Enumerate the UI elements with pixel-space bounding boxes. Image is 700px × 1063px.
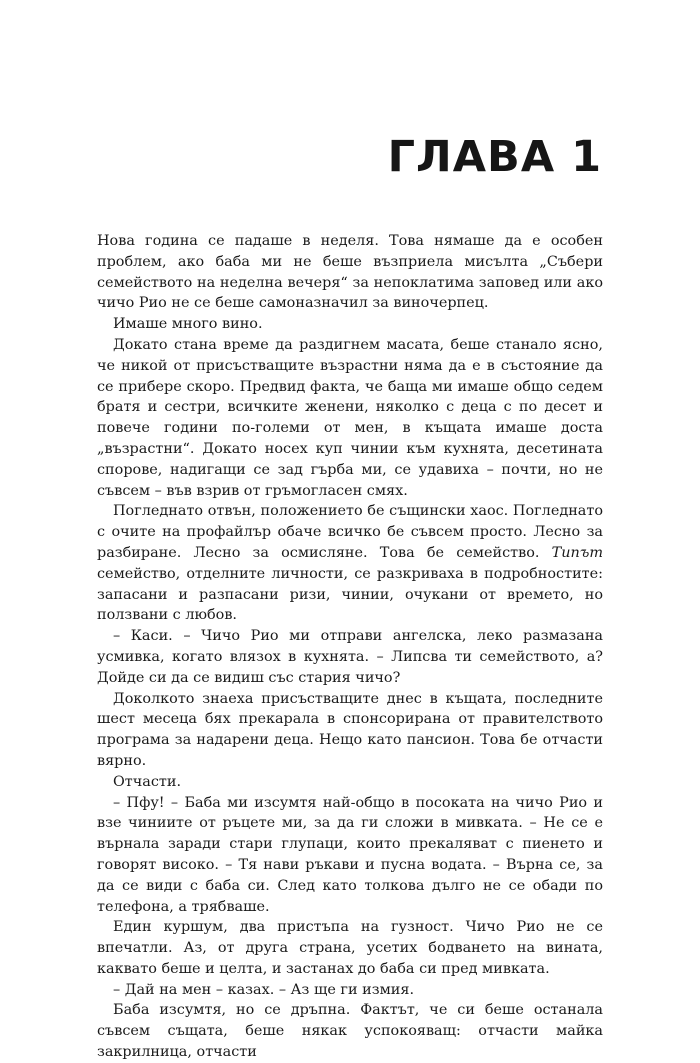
paragraph: Баба изсумтя, но се дръпна. Фактът, че си беше останала съвсем същата, беше някак успокояващ: отчасти майка закрилница, отчасти [97,1002,603,1061]
chapter-body [97,231,603,1063]
paragraph: Имаше много вино. [113,316,263,333]
paragraph-text-before: Погледнато отвън, положението бе същински хаос. Погледнато с очите на профайлър обаче всичко бе съвсем просто. Лесно за разбиране. Лесно за осмисляне. Това бе семейство. [97,503,603,561]
paragraph: Отчасти. [113,773,182,790]
paragraph: Един куршум, два пристъпа на гузност. Чичо Рио не се впечатли. Аз, от друга страна, усетих бодването на вината, каквато беше и целта, и застанах до баба си пред мивката. [97,919,603,977]
paragraph: Доколкото знаеха присъстващите днес в къщата, последните шест месеца бях прекарала в спонсорирана от правителството програма за надарени деца. Нещо като пансион. Това бе отчасти вярно. [97,690,603,769]
paragraph: – Пфу! – Баба ми изсумтя най-общо в посоката на чичо Рио и взе чиниите от ръцете ми, за да ги сложи в мивката. – Не се е върнала заради стари глупаци, които прекаляват с пиенето и говорят високо. – Тя нави ръкави и пусна водата. – Върна се, за да се види с баба си. След като толкова дълго не се обади по телефона, а трябваше. [97,794,603,915]
paragraph: Нова година се падаше в неделя. Това нямаше да е особен проблем, ако баба ми не беше възприела мисълта „Събери семейството на неделна вечеря“ за непоклатима заповед или ако чичо Рио не се беше самоназначил за виночерпец. [97,233,603,312]
paragraph: – Дай на мен – казах. – Аз ще ги измия. [113,981,415,998]
paragraph: Докато стана време да раздигнем масата, беше станало ясно, че никой от присъстващите възрастни няма да е в състояние да се прибере скоро. Предвид факта, че баща ми имаше общо седем братя и сестри, всичките женени, няколко с деца с по десет и повече години по-големи от мен, в къщата имаше доста „възрастни“. Докато носех куп чинии към кухнята, десетината спорове, надигащи се зад гърба ми, се удавиха – почти, но не съвсем – във взрив от гръмогласен смях. [97,336,603,499]
chapter-title: ГЛАВА 1 [387,132,602,182]
paragraph: – Каси. – Чичо Рио ми отправи ангелска, леко размазана усмивка, когато влязох в кухнята. – Липсва ти семейството, а? Дойде си да се видиш със стария чичо? [97,628,603,686]
italic-word: Типът [551,544,603,561]
paragraph [97,501,603,626]
paragraph-text-after: семейство, отделните личности, се разкриваха в подробностите: запасани и разпасани ризи, чинии, очукани от времето, но ползвани с любов. [97,565,603,624]
